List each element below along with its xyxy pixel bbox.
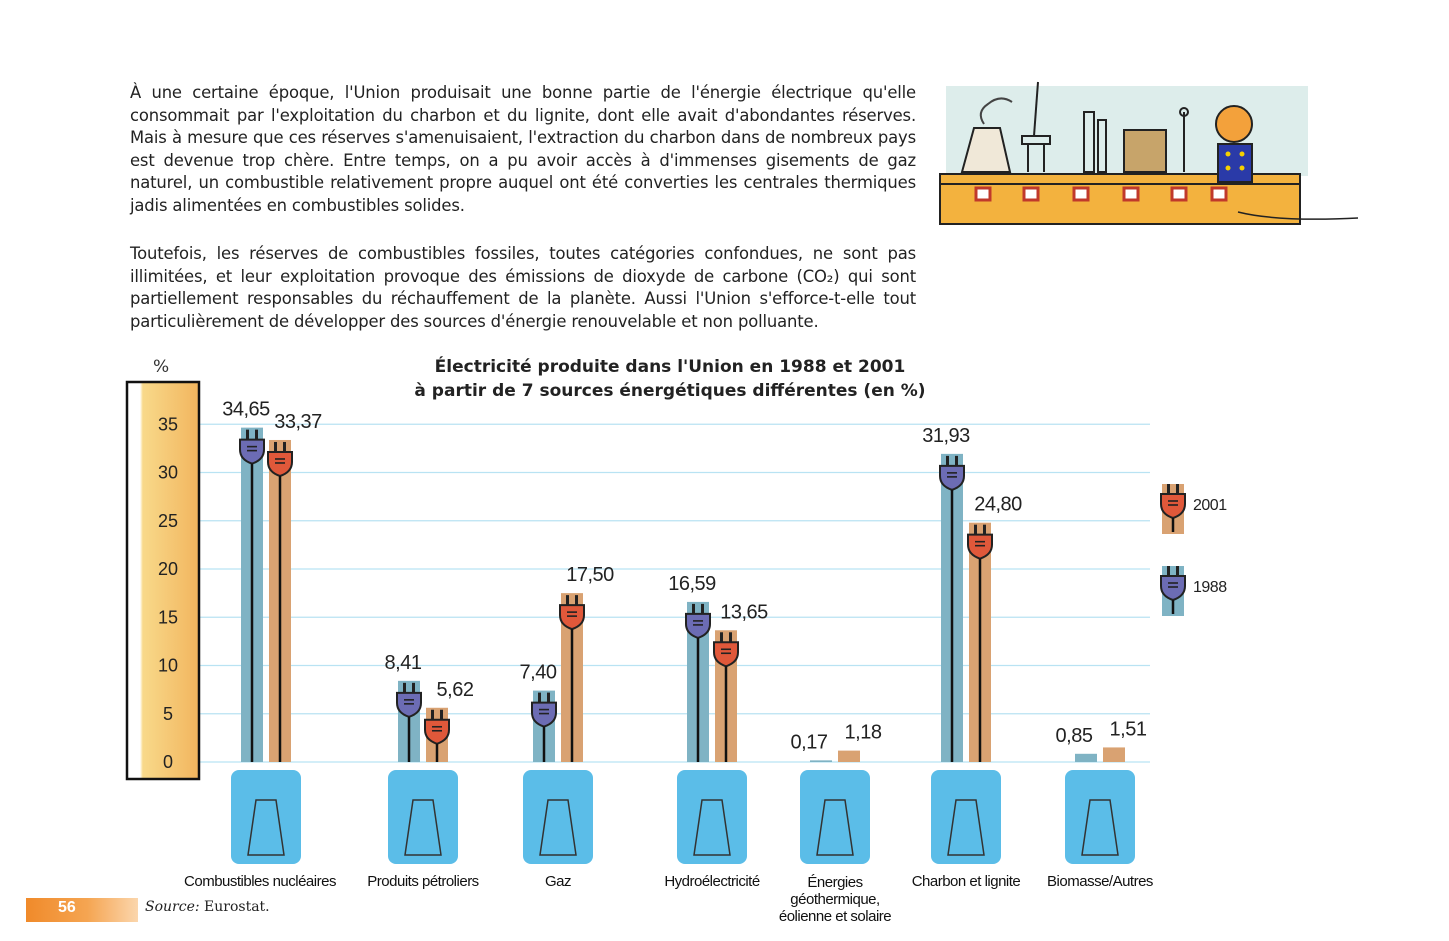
y-tick-label: 0 xyxy=(162,752,174,772)
category-icon-box xyxy=(388,770,458,864)
category-label-line: Hydroélectricité xyxy=(664,873,760,890)
category-icon-box xyxy=(1065,770,1135,864)
category-icon-box xyxy=(800,770,870,864)
legend-label-2001: 2001 xyxy=(1193,497,1227,514)
data-label-1988: 8,41 xyxy=(384,651,422,674)
data-label-2001: 1,51 xyxy=(1109,718,1147,741)
y-tick-label: 10 xyxy=(157,655,179,676)
y-tick-label: 30 xyxy=(157,462,179,483)
category-icon-box xyxy=(523,770,593,864)
source-label: Source: xyxy=(145,899,200,915)
data-label-1988: 31,93 xyxy=(922,424,970,447)
chart-title-line-2: à partir de 7 sources énergétiques différentes (en %) xyxy=(414,381,926,401)
y-tick-label: 5 xyxy=(162,703,174,724)
y-axis-unit-label: % xyxy=(153,357,170,377)
category-label-line: Biomasse/Autres xyxy=(1047,873,1153,890)
bar-1988 xyxy=(810,760,832,762)
intro-paragraph-2: Toutefois, les réserves de combustibles fossiles, toutes catégories confondues, ne sont pas illimitées, et leur exploitation provoque des émissions de dioxyde de carbone (CO₂) qui sont partiellement responsables du réchauffement de la planète. Aussi l'Union s'efforce-t-elle tout particulièrement de développer des sources d'énergie renouvelable et non polluante. xyxy=(130,244,916,331)
category-label-line: Énergies xyxy=(807,874,863,891)
category-icon-box xyxy=(677,770,747,864)
data-label-1988: 0,85 xyxy=(1055,724,1093,747)
bar-2001 xyxy=(1103,747,1125,762)
bar-1988 xyxy=(1075,754,1097,762)
category-label-line: Produits pétroliers xyxy=(367,873,479,890)
source-note xyxy=(145,899,270,915)
data-label-1988: 34,65 xyxy=(222,398,270,421)
category-label-line: Combustibles nucléaires xyxy=(184,873,336,890)
category-label-line: Charbon et lignite xyxy=(911,873,1021,890)
source-value: Eurostat. xyxy=(199,899,270,915)
category-icon-box xyxy=(931,770,1001,864)
y-tick-label: 25 xyxy=(157,510,179,531)
category-label-line: Gaz xyxy=(544,873,571,890)
y-tick-label: 15 xyxy=(157,607,179,628)
data-label-2001: 5,62 xyxy=(436,678,474,701)
intro-paragraph-1: À une certaine époque, l'Union produisait une bonne partie de l'énergie électrique qu'elle consommait par l'exploitation du charbon et du lignite, dont elle avait d'abondantes réserves. Mais à mesure que ces réserves s'amenuisaient, l'extraction du charbon dans de nombreux pays est devenue trop chère. Entre temps, on a pu avoir accès à d'immenses gisements de gaz naturel, un combustible relativement propre auquel ont été converties les centrales thermiques jadis alimentées en combustibles solides. xyxy=(130,83,916,215)
data-label-1988: 0,17 xyxy=(790,731,828,754)
data-label-1988: 7,40 xyxy=(519,661,557,684)
chart-title-line-1: Électricité produite dans l'Union en 1988 et 2001 xyxy=(434,357,906,377)
data-label-2001: 33,37 xyxy=(274,410,322,433)
page-number-tab xyxy=(26,898,138,922)
bar-2001 xyxy=(838,751,860,762)
data-label-1988: 16,59 xyxy=(668,572,716,595)
page-number: 56 xyxy=(58,899,76,916)
data-label-2001: 1,18 xyxy=(844,721,882,744)
data-label-2001: 13,65 xyxy=(720,601,768,624)
legend-label-1988: 1988 xyxy=(1193,579,1227,596)
y-tick-label: 20 xyxy=(157,559,179,579)
category-label xyxy=(1000,873,1200,890)
category-label-line: éolienne et solaire xyxy=(778,908,892,925)
y-tick-label: 35 xyxy=(157,414,179,435)
category-icon-box xyxy=(231,770,301,864)
data-label-2001: 17,50 xyxy=(566,564,614,587)
data-label-2001: 24,80 xyxy=(974,493,1022,516)
category-label-line: géothermique, xyxy=(790,891,880,908)
